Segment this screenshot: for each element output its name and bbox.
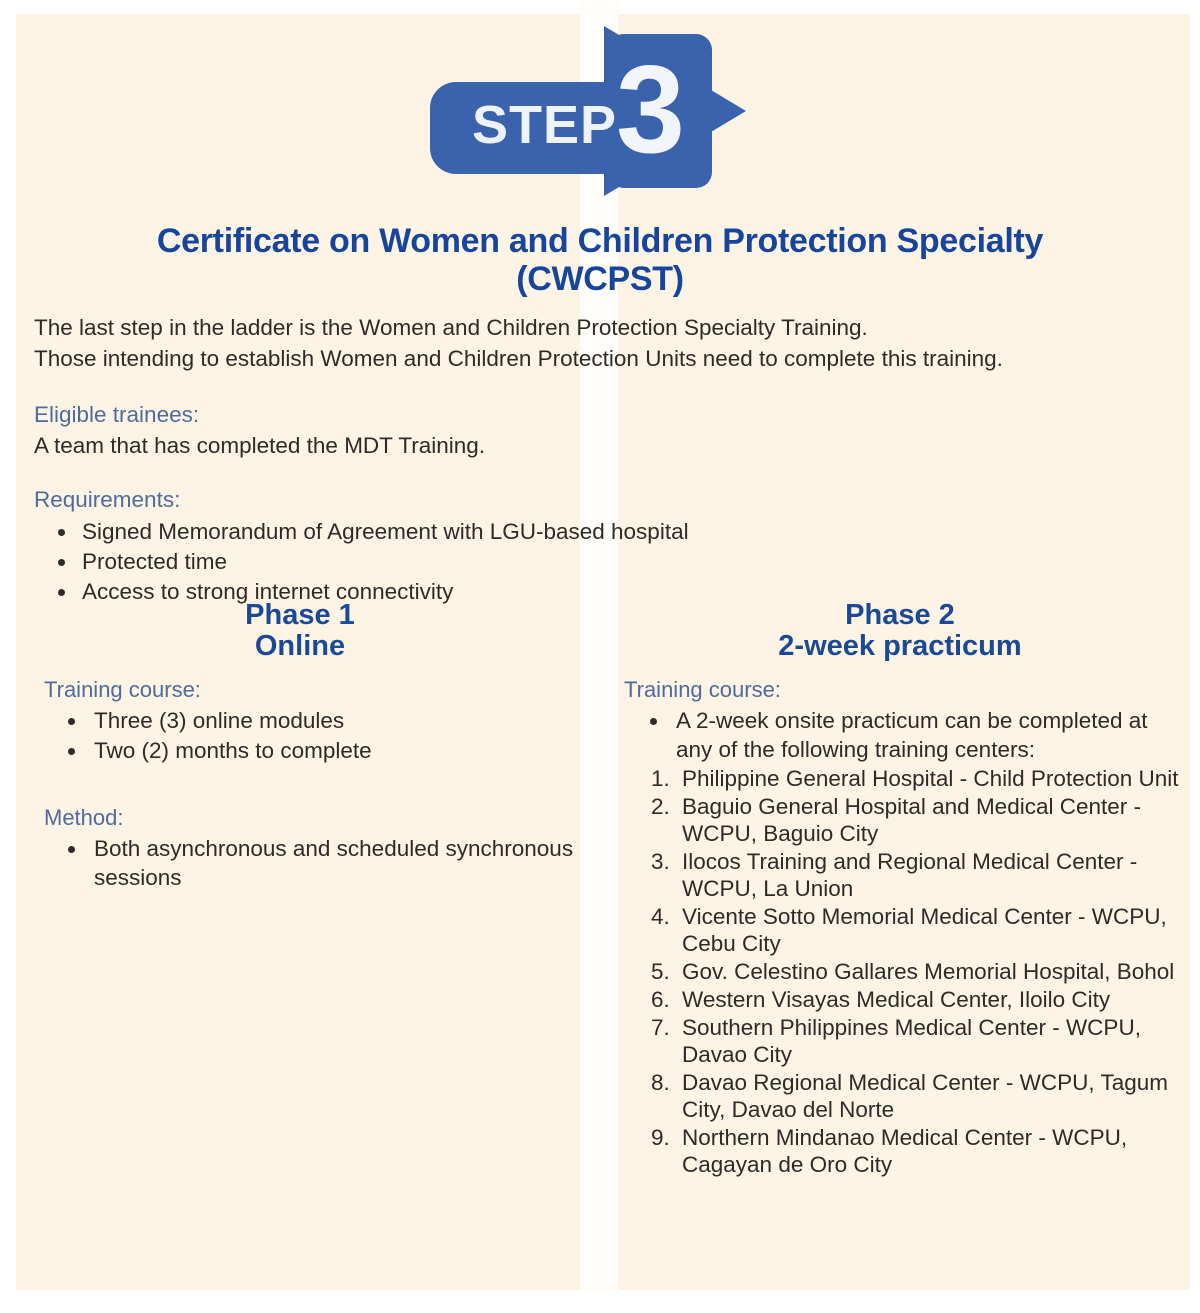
list-item: 4. Vicente Sotto Memorial Medical Center - WCPU, Cebu City xyxy=(676,903,1180,957)
phase-2-intro-list xyxy=(620,706,1180,764)
phase-1-training-list xyxy=(22,706,578,765)
phase-1-training-label: Training course: xyxy=(44,677,201,702)
requirements-list xyxy=(34,517,794,607)
phase-2-column xyxy=(620,600,1180,1179)
spacer xyxy=(22,766,578,790)
list-item: 2. Baguio General Hospital and Medical Center - WCPU, Baguio City xyxy=(676,793,1180,847)
list-item: • A 2-week onsite practicum can be completed at any of the following training centers: xyxy=(670,706,1180,764)
list-item: • Two (2) months to complete xyxy=(88,736,578,765)
phase-1-method-list xyxy=(22,834,578,892)
eligible-trainees-section xyxy=(34,400,734,461)
list-item: 1. Philippine General Hospital - Child Protection Unit xyxy=(676,765,1180,792)
page-title-line-1: Certificate on Women and Children Protection Specialty xyxy=(156,222,1044,260)
phase-2-heading-line-2: 2-week practicum xyxy=(778,630,1022,662)
intro-line-1: The last step in the ladder is the Women and Children Protection Specialty Training. xyxy=(34,315,868,340)
list-item: • Both asynchronous and scheduled synchronous sessions xyxy=(88,834,578,892)
list-item: • Protected time xyxy=(78,547,794,577)
requirements-label: Requirements: xyxy=(34,487,181,512)
list-item: 7. Southern Philippines Medical Center - WCPU, Davao City xyxy=(676,1014,1180,1068)
list-item: 3. Ilocos Training and Regional Medical Center - WCPU, La Union xyxy=(676,848,1180,902)
list-item: 9. Northern Mindanao Medical Center - WCPU, Cagayan de Oro City xyxy=(676,1124,1180,1178)
list-item: • Access to strong internet connectivity xyxy=(78,577,794,607)
requirements-section xyxy=(34,485,794,607)
step-badge xyxy=(430,26,746,196)
page-title-line-2: (CWCPST) xyxy=(516,260,684,298)
phase-1-heading-line-1: Phase 1 xyxy=(245,599,355,631)
step-label: STEP xyxy=(472,95,618,155)
list-item: 5. Gov. Celestino Gallares Memorial Hospital, Bohol xyxy=(676,958,1180,985)
eligible-trainees-label: Eligible trainees: xyxy=(34,402,200,427)
phase-1-method-label: Method: xyxy=(44,805,124,830)
phase-2-heading xyxy=(620,600,1180,662)
eligible-trainees-value: A team that has completed the MDT Training. xyxy=(34,433,486,458)
list-item: • Signed Memorandum of Agreement with LGU-based hospital xyxy=(78,517,794,547)
intro-line-2: Those intending to establish Women and Children Protection Units need to complete this training. xyxy=(34,346,1003,371)
list-item: 8. Davao Regional Medical Center - WCPU, Tagum City, Davao del Norte xyxy=(676,1069,1180,1123)
list-item: 6. Western Visayas Medical Center, Iloilo City xyxy=(676,986,1180,1013)
phase-1-heading xyxy=(22,600,578,662)
training-centers-list xyxy=(620,765,1180,1178)
page-title xyxy=(60,222,1140,298)
phase-1-column xyxy=(22,600,578,893)
step-number: 3 xyxy=(616,41,685,179)
phase-1-heading-line-2: Online xyxy=(254,630,346,662)
list-item: • Three (3) online modules xyxy=(88,706,578,735)
phase-2-heading-line-1: Phase 2 xyxy=(845,599,955,631)
intro-paragraph xyxy=(34,312,1184,374)
phase-2-training-label: Training course: xyxy=(624,677,781,702)
